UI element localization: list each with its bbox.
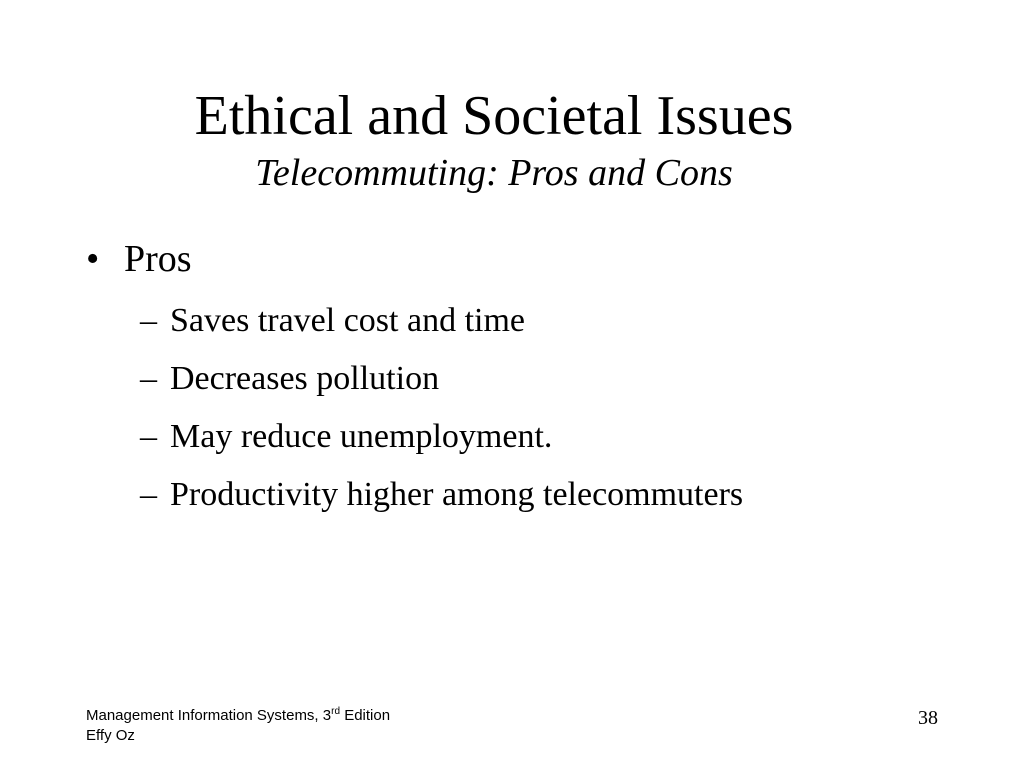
- pros-sublist: [86, 292, 966, 524]
- dash-icon: –: [140, 360, 157, 397]
- footer-author: Effy Oz: [86, 727, 135, 744]
- list-item-text: Decreases pollution: [170, 360, 440, 397]
- book-title-prefix: Management Information Systems, 3: [86, 707, 332, 724]
- book-title-suffix: Edition: [340, 707, 391, 724]
- list-item: [86, 350, 966, 408]
- bullet-pros: [86, 234, 966, 284]
- list-item: [86, 466, 966, 524]
- page-number: 38: [918, 707, 938, 729]
- title-block: [0, 82, 988, 196]
- list-item-text: May reduce unemployment.: [170, 418, 553, 455]
- slide-title: Ethical and Societal Issues: [194, 85, 794, 147]
- bullet-pros-label: Pros: [124, 238, 192, 280]
- footer-book-title: [86, 706, 390, 726]
- bullet-icon: •: [86, 238, 100, 280]
- dash-icon: –: [140, 418, 157, 455]
- slide-subtitle: Telecommuting: Pros and Cons: [255, 152, 733, 194]
- slide-content: [86, 234, 966, 524]
- list-item: [86, 292, 966, 350]
- book-title-superscript: rd: [331, 706, 341, 717]
- list-item-text: Saves travel cost and time: [170, 302, 526, 339]
- footer-book-info: [86, 706, 390, 746]
- list-item-text: Productivity higher among telecommuters: [170, 476, 744, 513]
- list-item: [86, 408, 966, 466]
- dash-icon: –: [140, 476, 157, 513]
- dash-icon: –: [140, 302, 157, 339]
